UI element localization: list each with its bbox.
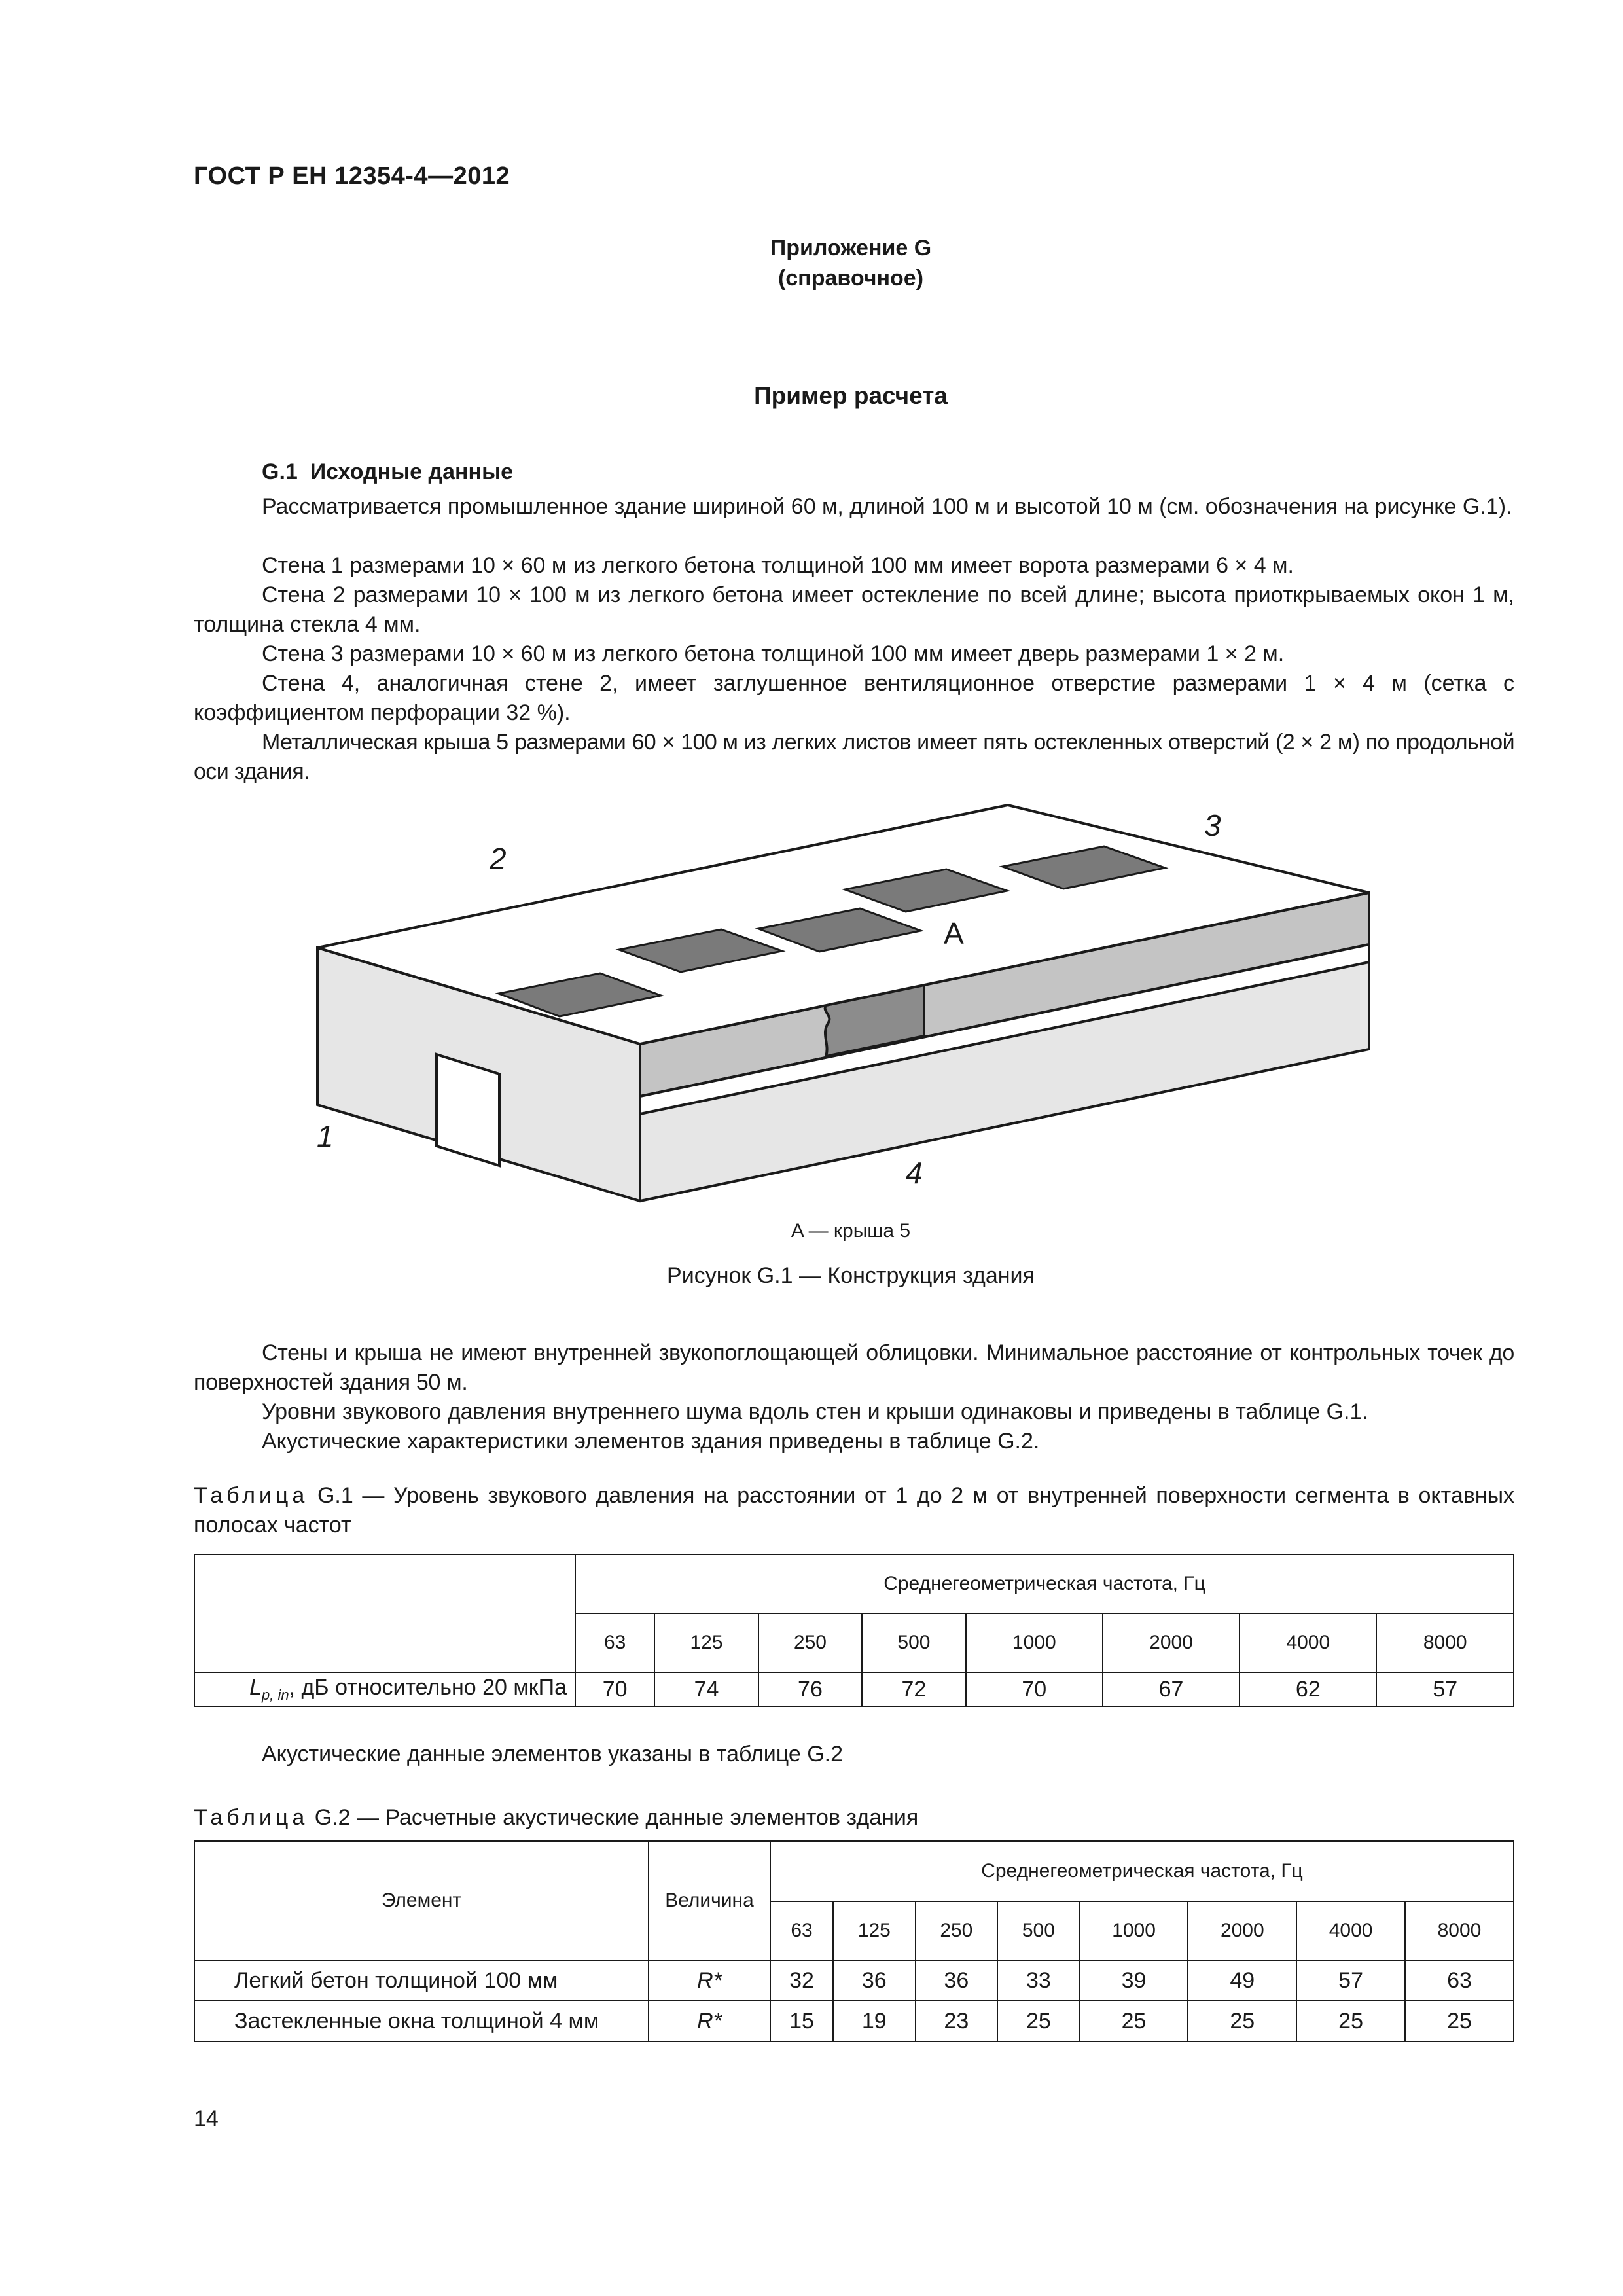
table-g1-caption [194,1481,1514,1540]
table-cell: 57 [1376,1672,1514,1706]
table-g1 [194,1554,1514,1707]
label-wall-3: 3 [1204,808,1221,842]
label-wall-1: 1 [317,1119,334,1153]
freq-header: 125 [833,1901,916,1960]
annex-status: (справочное) [777,266,924,291]
section-title: Исходные данные [310,459,514,484]
element-name: Застекленные окна толщиной 4 мм [194,2001,649,2041]
table-cell: 25 [997,2001,1080,2041]
freq-header: 250 [916,1901,998,1960]
paragraph-roof [194,728,1514,787]
paragraph-text: Рассматривается промышленное здание шириной 60 м, длиной 100 м и высотой 10 м (см. обозначения на рисунке G.1). [262,494,1512,519]
freq-header: 4000 [1296,1901,1405,1960]
paragraph-wall3: Стена 3 размерами 10 × 60 м из легкого бетона толщиной 100 мм имеет дверь размерами 1 × 2 м. [262,641,1285,666]
col-quantity-header: Величина [649,1841,770,1960]
label-wall-2: 2 [490,842,507,876]
gate-opening [437,1054,499,1166]
table-cell: 72 [862,1672,965,1706]
freq-header: 63 [770,1901,833,1960]
page-number: 14 [194,2106,219,2131]
table-caption-text: G.2 — Расчетные акустические данные элементов здания [314,1805,919,1830]
element-name: Легкий бетон толщиной 100 мм [194,1960,649,2001]
table-cell: 33 [997,1960,1080,2001]
paragraph-levels: Уровни звукового давления внутреннего шума вдоль стен и крыши одинаковы и приведены в таблице G.1. [262,1399,1368,1424]
table-cell: 36 [916,1960,998,2001]
quantity-symbol: R* [649,2001,770,2041]
freq-header: 250 [758,1613,862,1672]
quantity-symbol: R* [649,1960,770,2001]
freq-header: 1000 [966,1613,1103,1672]
freq-header: 63 [575,1613,654,1672]
page-title: Пример расчета [754,382,948,409]
paragraph-text: Стены и крыша не имеют внутренней звукопоглощающей облицовки. Минимальное расстояние от контрольных точек до поверхностей здания 50 м. [194,1340,1514,1395]
freq-header: 1000 [1080,1901,1188,1960]
row-label [194,1672,575,1706]
paragraph-wall2 [194,581,1514,639]
paragraph-text: Стена 2 размерами 10 × 100 м из легкого бетона имеет остекление по всей длине; высота приоткрываемых окон 1 м, толщина стекла 4 мм. [194,583,1514,637]
annex-heading [0,233,1623,293]
table-caption-text: G.1 — Уровень звукового давления на расстоянии от 1 до 2 м от внутренней поверхности сегмента в октавных полосах частот [194,1483,1515,1537]
table-row [194,2001,1514,2041]
table-label: Таблица [194,1805,309,1830]
paragraph-text: Металлическая крыша 5 размерами 60 × 100 м из легких листов имеет пять остекленных отверстий (2 × 2 м) по продольной оси здания. [194,730,1514,784]
paragraph-text: Стена 4, аналогичная стене 2, имеет заглушенное вентиляционное отверстие размерами 1 × 4 м (сетка с коэффициентом перфорации 32 %). [194,671,1514,725]
table-cell: 23 [916,2001,998,2041]
table-cell: 70 [966,1672,1103,1706]
table-row [194,1672,1514,1706]
table-group-header: Среднегеометрическая частота, Гц [770,1841,1514,1901]
table-cell: 67 [1103,1672,1240,1706]
figure-key: A — крыша 5 [791,1220,911,1242]
paragraph-characteristics: Акустические характеристики элементов здания приведены в таблице G.2. [262,1429,1040,1454]
table-cell: 25 [1296,2001,1405,2041]
label-roof: A [944,916,964,950]
paragraph-wall1: Стена 1 размерами 10 × 60 м из легкого бетона толщиной 100 мм имеет ворота размерами 6 × 4 м. [262,553,1294,578]
document-header: ГОСТ Р ЕН 12354-4—2012 [194,162,510,190]
freq-header: 2000 [1103,1613,1240,1672]
table-cell: 39 [1080,1960,1188,2001]
table-cell: 15 [770,2001,833,2041]
table-cell: 62 [1240,1672,1376,1706]
table-cell: 36 [833,1960,916,2001]
building-figure [288,785,1400,1230]
paragraph-building [194,492,1514,522]
table-group-header: Среднегеометрическая частота, Гц [575,1554,1514,1613]
table-cell: 57 [1296,1960,1405,2001]
table-cell: 76 [758,1672,862,1706]
figure-caption: Рисунок G.1 — Конструкция здания [667,1263,1035,1288]
section-number: G.1 [262,459,298,484]
paragraph-table-ref: Акустические данные элементов указаны в таблице G.2 [262,1742,844,1767]
paragraph-lining [194,1338,1514,1397]
table-cell: 63 [1405,1960,1514,2001]
table-cell: 32 [770,1960,833,2001]
freq-header: 125 [654,1613,758,1672]
table-cell: 49 [1188,1960,1296,2001]
table-row [194,1960,1514,2001]
row-label-text: , дБ относительно 20 мкПа [289,1675,567,1700]
freq-header: 4000 [1240,1613,1376,1672]
col-element-header: Элемент [194,1841,649,1960]
symbol-subscript: p, in [261,1686,289,1703]
table-cell: 70 [575,1672,654,1706]
table-cell: 25 [1188,2001,1296,2041]
freq-header: 500 [862,1613,965,1672]
label-wall-4: 4 [906,1156,923,1190]
symbol-l: L [249,1675,262,1700]
table-g2-caption [194,1803,918,1833]
freq-header: 8000 [1405,1901,1514,1960]
freq-header: 2000 [1188,1901,1296,1960]
table-label: Таблица [194,1483,309,1508]
freq-header: 500 [997,1901,1080,1960]
table-cell: 74 [654,1672,758,1706]
table-g2 [194,1840,1514,2042]
annex-title: Приложение G [770,236,932,260]
section-heading [262,459,513,485]
table-cell: 25 [1405,2001,1514,2041]
paragraph-wall4 [194,669,1514,728]
freq-header: 8000 [1376,1613,1514,1672]
table-header-empty [194,1554,575,1672]
table-cell: 19 [833,2001,916,2041]
table-cell: 25 [1080,2001,1188,2041]
